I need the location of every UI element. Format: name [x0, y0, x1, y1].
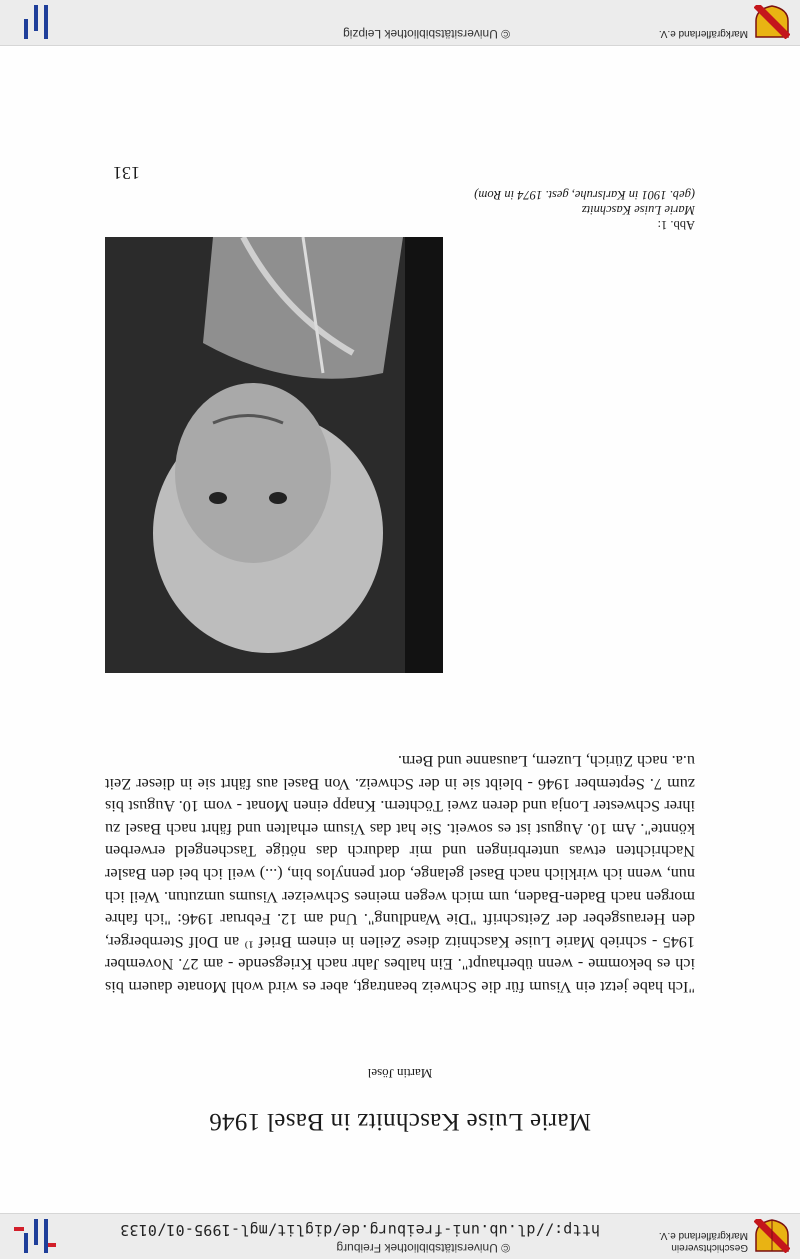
page-number: 131: [113, 163, 140, 183]
footer-society-name: Markgräflerland e.V.: [658, 28, 748, 39]
library-logo-icon: [10, 1217, 58, 1255]
viewer-footer: [0, 0, 800, 46]
footer-library-logo-icon: [10, 3, 58, 41]
society-name-line1: Geschichtsverein: [671, 1242, 748, 1253]
document-page: [0, 47, 800, 1213]
society-crest-icon: [754, 5, 790, 39]
figure-label: Abb. 1:: [657, 218, 695, 232]
article-author: Martin Jösel: [367, 1066, 433, 1081]
society-name-line2: Markgräflerland e.V.: [658, 1230, 748, 1241]
figure-caption: [465, 187, 695, 232]
portrait-photo: [105, 237, 443, 673]
figure-name: Marie Luise Kaschnitz: [581, 203, 695, 217]
footer-library-credit: © Universitätsbibliothek Leipzig: [343, 27, 510, 41]
viewer-header: [0, 1213, 800, 1259]
society-crest-icon: [754, 1219, 790, 1253]
society-name: [659, 1229, 748, 1253]
article-title: Marie Luise Kaschnitz in Basel 1946: [209, 1108, 591, 1135]
article-paragraph: "Ich habe jetzt ein Visum für die Schweiz beantragt, aber es wird wohl Monate dauern bis ich es bekomme - wenn überhaupt". Ein halbes Jahr nach Kriegsende - am 27. November 1945 - schrieb Marie Luise Kaschnitz diese Zeilen in einem Brief ¹⁾ an Dolf Sternberger, den Herausgeber der Zeitschrift "Die Wandlung". Und am 12. Februar 1946: "ich fahre morgen nach Baden-Baden, um mich wegen meines Schweizer Visums umzutun. Weil ich nun, wenn ich wirklich nach Basel gelange, dort pennylos bin, (...) weil ich bei den Basler Nachrichten etwas unterbringen und mir dadurch das nötige Taschengeld erwerben könnte". Am 10. August ist es soweit. Sie hat das Visum erhalten und fährt nach Basel zu ihrer Schwester Lonja und deren zwei Töchtern. Knapp einen Monat - vom 10. August bis zum 7. September 1946 - bleibt sie in der Schweiz. Von Basel aus fährt sie in dieser Zeit u.a. nach Zürich, Luzern, Lausanne und Bern.: [105, 752, 695, 996]
library-credit: © Universitätsbibliothek Freiburg: [336, 1241, 510, 1255]
figure-details: (geb. 1901 in Karlsruhe, gest. 1974 in Rom): [474, 188, 695, 202]
document-url[interactable]: http://dl.ub.uni-freiburg.de/diglit/mgl-1995-01/0133: [120, 1221, 600, 1239]
